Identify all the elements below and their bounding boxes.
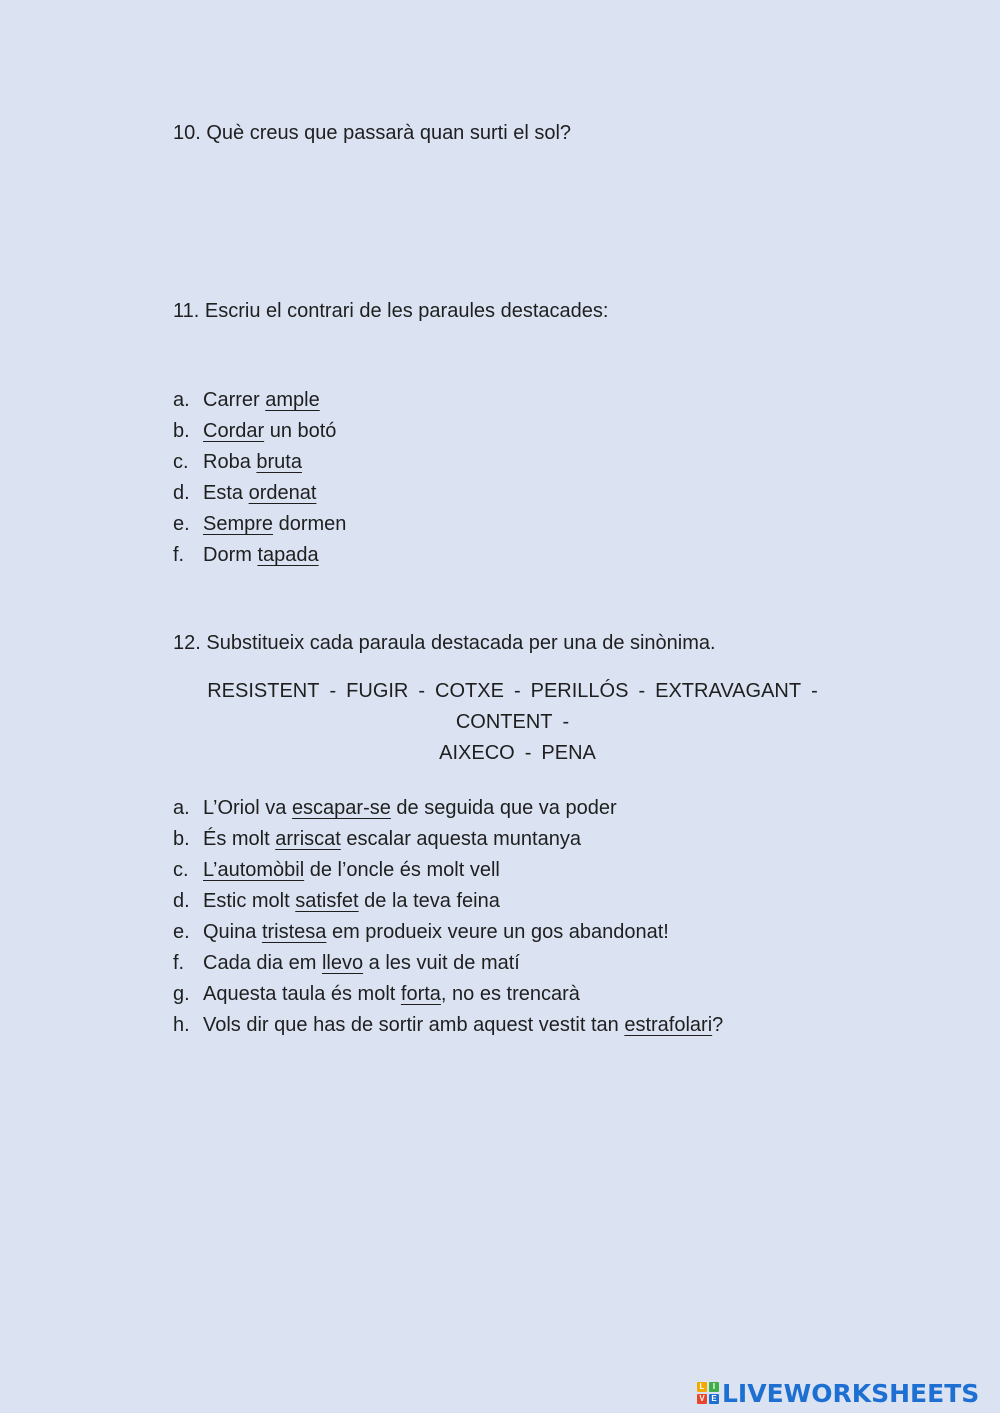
item-text-after: de l’oncle és molt vell	[304, 859, 500, 881]
word-bank-word: EXTRAVAGANT	[655, 680, 802, 702]
list-item	[173, 481, 346, 512]
item-letter: b.	[173, 828, 190, 850]
item-text-after: dormen	[273, 513, 347, 535]
list-item	[173, 951, 723, 982]
brand-text: LIVEWORKSHEETS	[722, 1378, 980, 1408]
liveworksheets-brand	[697, 1380, 979, 1406]
item-text-after: em produeix veure un gos abandonat!	[326, 921, 669, 943]
list-item	[173, 512, 346, 543]
highlighted-word: Sempre	[203, 513, 274, 535]
item-letter: b.	[173, 420, 190, 442]
item-letter: c.	[173, 859, 189, 881]
highlighted-word: tristesa	[261, 921, 327, 943]
item-letter: d.	[173, 890, 190, 912]
word-bank-word: FUGIR	[346, 680, 409, 702]
word-bank-separator: -	[418, 680, 426, 702]
list-item	[173, 419, 346, 450]
item-letter: e.	[173, 513, 190, 535]
item-text-after: de seguida que va poder	[390, 797, 617, 819]
word-bank-word: RESISTENT	[207, 680, 320, 702]
highlighted-word: bruta	[256, 451, 302, 473]
list-item	[173, 1013, 723, 1044]
item-text-after: a les vuit de matí	[363, 952, 520, 974]
question-10: 10. Què creus que passarà quan surti el sol?	[173, 122, 572, 144]
list-item	[173, 920, 723, 951]
item-text-before: Dorm	[203, 544, 258, 566]
list-item	[173, 827, 723, 858]
item-text-after: un botó	[264, 420, 337, 442]
highlighted-word: escapar-se	[291, 797, 391, 819]
highlighted-word: forta	[400, 983, 441, 1005]
item-text-before: Esta	[203, 482, 249, 504]
item-text-before: Aquesta taula és molt	[203, 983, 401, 1005]
item-text-before: És molt	[203, 828, 276, 850]
item-text-after: de la teva feina	[358, 890, 500, 912]
item-text-after: ?	[712, 1014, 724, 1036]
word-bank-word: PERILLÓS	[530, 680, 629, 702]
antonyms-list	[173, 388, 346, 574]
item-letter: h.	[173, 1014, 190, 1036]
word-bank-word: AIXECO	[439, 742, 515, 764]
highlighted-word: llevo	[321, 952, 364, 974]
list-item	[173, 796, 723, 827]
item-text-before: Carrer	[203, 389, 266, 411]
item-text-before: Roba	[203, 451, 257, 473]
word-bank-separator: -	[638, 680, 646, 702]
item-letter: d.	[173, 482, 190, 504]
list-item	[173, 982, 723, 1013]
word-bank-separator: -	[811, 680, 818, 702]
item-letter: e.	[173, 921, 190, 943]
item-letter: c.	[173, 451, 189, 473]
logo-tile: I	[709, 1382, 719, 1392]
word-bank-separator: -	[513, 680, 521, 702]
logo-tile: L	[697, 1382, 707, 1392]
item-letter: g.	[173, 983, 190, 1005]
list-item	[173, 858, 723, 889]
word-bank-separator: -	[524, 742, 532, 764]
item-letter: a.	[173, 389, 190, 411]
highlighted-word: arriscat	[275, 828, 341, 850]
item-letter: a.	[173, 797, 190, 819]
highlighted-word: estrafolari	[624, 1014, 713, 1036]
list-item	[173, 450, 346, 481]
item-letter: f.	[173, 952, 185, 974]
word-bank	[150, 676, 885, 769]
question-11: 11. Escriu el contrari de les paraules destacades:	[173, 300, 609, 322]
highlighted-word: satisfet	[295, 890, 359, 912]
logo-tile: V	[697, 1394, 707, 1404]
list-item	[173, 543, 346, 574]
word-bank-separator: -	[329, 680, 337, 702]
item-text-before: Quina	[203, 921, 262, 943]
list-item	[173, 889, 723, 920]
question-12: 12. Substitueix cada paraula destacada per una de sinònima.	[173, 632, 716, 654]
item-text-before: L’Oriol va	[203, 797, 292, 819]
item-text-before: Estic molt	[203, 890, 296, 912]
item-text-before: Cada dia em	[203, 952, 322, 974]
word-bank-word: CONTENT	[455, 711, 553, 733]
synonyms-list	[173, 796, 723, 1044]
item-text-after: escalar aquesta muntanya	[340, 828, 581, 850]
highlighted-word: ordenat	[248, 482, 317, 504]
word-bank-separator: -	[562, 711, 570, 733]
word-bank-word: PENA	[541, 742, 596, 764]
highlighted-word: tapada	[257, 544, 319, 566]
highlighted-word: L’automòbil	[203, 859, 305, 881]
item-text-after: , no es trencarà	[440, 983, 580, 1005]
highlighted-word: ample	[265, 389, 320, 411]
highlighted-word: Cordar	[203, 420, 265, 442]
list-item	[173, 388, 346, 419]
word-bank-word: COTXE	[435, 680, 504, 702]
item-text-before: Vols dir que has de sortir amb aquest vestit tan	[203, 1014, 625, 1036]
logo-tile: E	[709, 1394, 719, 1404]
item-letter: f.	[173, 544, 185, 566]
liveworksheets-logo-icon	[697, 1382, 719, 1404]
